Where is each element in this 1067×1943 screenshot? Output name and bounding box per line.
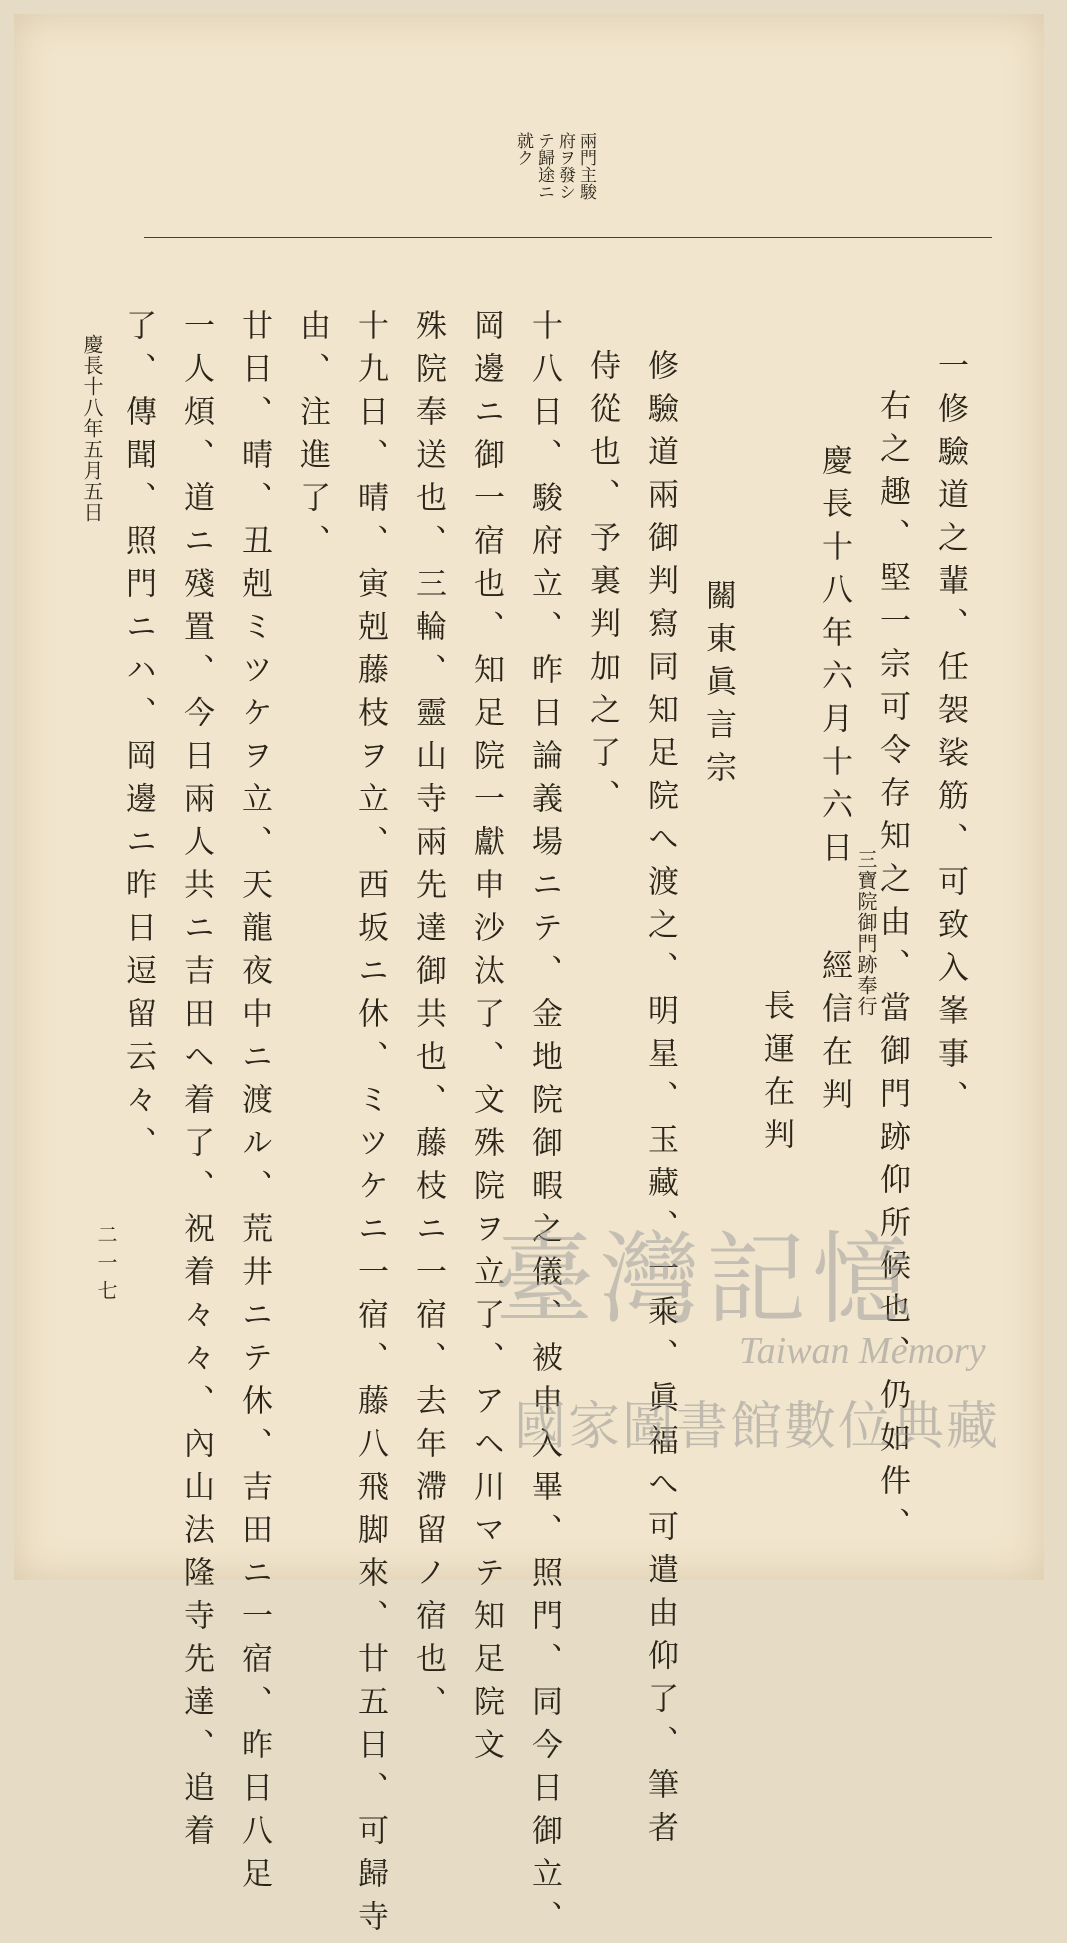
text-column-3: 慶長十八年六月十六日: [816, 444, 852, 874]
text-column-9: 十八日、駿府立、昨日論義場ニテ、金地院御暇之儀、被申入畢、照門、同今日御立、: [526, 309, 562, 1943]
text-column-13: 由、注進了、: [294, 309, 330, 567]
page-number: 二一七: [94, 1224, 118, 1308]
text-column-12: 十九日、晴、寅剋藤枝ヲ立、西坂ニ休、ミツケニ一宿、藤八飛脚來、廿五日、可歸寺: [352, 309, 388, 1943]
document-page: [14, 14, 1044, 1943]
text-column-14: 廿日、晴、丑剋ミツケヲ立、天龍夜中ニ渡ル、荒井ニテ休、吉田ニ一宿、昨日八足: [236, 309, 272, 1900]
text-column-7: 修驗道兩御判寫同知足院へ渡之、明星、玉藏、一乘、眞福へ可遣由仰了、筆者: [642, 349, 678, 1854]
running-head: 慶長十八年五月五日: [80, 334, 104, 523]
watermark-logo: [484, 1199, 1001, 1457]
text-column-2: 右之趣、堅一宗可令存知之由、當御門跡仰所候也、仍如件、: [874, 389, 910, 1550]
watermark-subtitle-en: Taiwan Memory: [739, 1330, 986, 1372]
watermark-subtitle: 國家圖書館數位典藏: [514, 1397, 1001, 1457]
header-note-line-1: 兩門主駿: [576, 132, 596, 200]
text-column-11: 殊院奉送也、三輪、靈山寺兩先達御共也、藤枝ニ一宿、去年滯留ノ宿也、: [410, 309, 446, 1728]
watermark-title: 臺灣記憶: [494, 1221, 918, 1338]
text-column-1: 一修驗道之輩、任袈裟筋、可致入峯事、: [932, 349, 968, 1123]
header-note-line-3: テ歸途ニ: [534, 132, 554, 200]
text-column-16: 了、傳聞、照門ニハ、岡邊ニ昨日逗留云々、: [120, 309, 156, 1169]
text-column-6: 關東眞言宗: [700, 579, 736, 794]
header-note-line-4: 就ク: [513, 132, 533, 166]
text-column-4-annotation: 三寶院御門跡奉行: [854, 849, 878, 1017]
text-column-4: 經信在判: [816, 949, 852, 1121]
text-column-8: 侍從也、予裏判加之了、: [584, 349, 620, 822]
text-column-15: 一人煩、道ニ殘置、今日兩人共ニ吉田ヘ着了、祝着々々、內山法隆寺先達、追着: [178, 309, 214, 1857]
text-column-10: 岡邊ニ御一宿也、知足院一獻申沙汰了、文殊院ヲ立了、アヘ川マテ知足院文: [468, 309, 504, 1771]
header-rule: [144, 237, 992, 238]
text-column-5: 長運在判: [758, 989, 794, 1161]
header-note-line-2: 府ヲ發シ: [555, 132, 575, 200]
